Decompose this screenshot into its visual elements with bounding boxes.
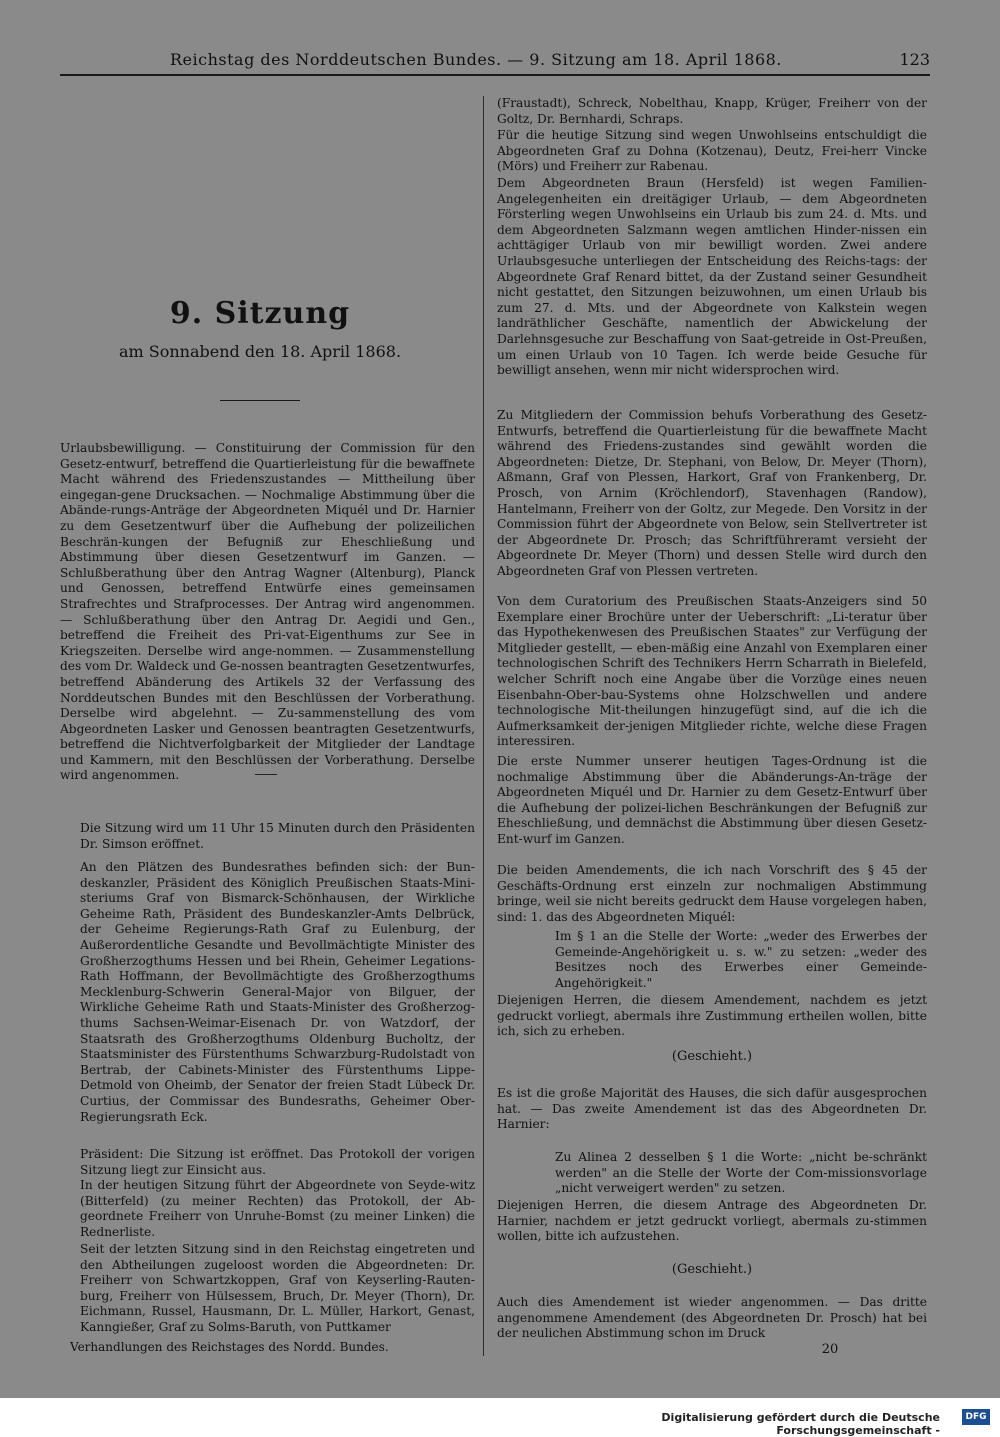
right-paragraph: Für die heutige Sitzung sind wegen Unwohlseins entschuldigt die Abgeordneten Graf zu Dohna (Kotzenau), Deutz, Frei-herr Vincke (Mörs) und Freiherr zur Rabenau. [497,128,927,174]
right-paragraph: (Fraustadt), Schreck, Nobelthau, Knapp, Krüger, Freiherr von der Goltz, Dr. Bernhardi, Schraps. [497,96,927,126]
president-paragraph: Präsident: Die Sitzung ist eröffnet. Das Protokoll der vorigen Sitzung liegt zur Einsicht aus. [80,1147,475,1177]
dfg-logo: DFG [962,1409,990,1425]
header-rule [60,74,930,76]
right-paragraph: Auch dies Amendement ist wieder angenommen. — Das dritte angenommene Amendement (des Abgeordneten Dr. Prosch) hat bei der neulichen Abstimmung schon im Druck [497,1295,927,1341]
opening-paragraph: Die Sitzung wird um 11 Uhr 15 Minuten durch den Präsidenten Dr. Simson eröffnet. [80,821,475,851]
footer-left: Verhandlungen des Reichstages des Nordd. Bundes. [70,1340,389,1354]
right-paragraph: Dem Abgeordneten Braun (Hersfeld) ist wegen Familien-Angelegenheiten ein dreitägiger Urlaub, — dem Abgeordneten Försterling wegen Unwohlseins ein Urlaub bis zum 24. d. Mts. und dem Abgeordneten Salzmann wegen amtlichen Hinder-nissen ein achttägiger Urlaub von mir bewilligt worden. Zwei andere Urlaubsgesuche unterliegen der Entscheidung des Reichs-tags: der Abgeordnete Graf Renard bittet, da der Zustand seiner Gesundheit nicht gestattet, den Sitzungen beizuwohnen, um einen Urlaub bis zum 27. d. Mts. und der Abgeordnete von Kalkstein wegen landräthlicher Geschäfte, namentlich der Abwickelung der Darlehnsgesuche zur Beschaffung von Saat-getreide in Ost-Preußen, um einen Urlaub von 10 Tagen. Ich werde beide Gesuche für bewilligt ansehen, wenn mir nicht widersprochen wird. [497,176,927,378]
right-paragraph: Die erste Nummer unserer heutigen Tages-Ordnung ist die nochmalige Abstimmung über die Abänderungs-An-träge der Abgeordneten Miquél und Dr. Harnier zu dem Gesetz-Entwurf über die Aufhebung der polizei-lichen Beschränkungen der Befugniß zur Eheschließung, und demnächst die Abstimmung über diesen Gesetz-Ent-wurf im Ganzen. [497,754,927,846]
section-divider [255,774,277,775]
right-paragraph: Es ist die große Majorität des Hauses, die sich dafür ausgesprochen hat. — Das zweite Amendement ist das des Abgeordneten Dr. Harnier: [497,1086,927,1132]
column-divider [483,96,484,1356]
right-paragraph: Von dem Curatorium des Preußischen Staats-Anzeigers sind 50 Exemplare einer Brochüre unter der Ueberschrift: „Li-teratur über das Hypothekenwesen des Preußischen Staates" zur Verfügung der Mitglieder gestellt, — eben-mäßig eine Anzahl von Exemplaren einer technologischen Schrift des Technikers Herrn Scharrath in Bielefeld, welcher Schrift noch eine Angabe über die Vorzüge eines neuen Eisenbahn-Ober-bau-Systems ohne Holzschwellen und andere technologische Mit-theilungen hinzugefügt sind, auf die ich die Aufmerksamkeit der-jenigen Mitglieder richte, welche diese Fragen interessiren. [497,594,927,749]
title-rule [220,400,300,401]
attendance-paragraph: An den Plätzen des Bundesrathes befinden sich: der Bun-deskanzler, Präsident des Königlich Preußischen Staats-Mini-steriums Graf von Bismarck-Schönhausen, der Wirkliche Geheime Rath, Präsident des Bundeskanzler-Amts Delbrück, der Geheime Regierungs-Rath Graf zu Eulenburg, der Außerordentliche Gesandte und Bevollmächtigte Minister des Großherzogthums Hessen und bei Rhein, Geheimer Legations-Rath Hoffmann, der Bevollmächtigte des Großherzogthums Mecklenburg-Schwerin General-Major von Bilguer, der Wirkliche Geheime Rath und Staats-Minister des Großherzog-thums Sachsen-Weimar-Eisenach Dr. von Watzdorf, der Staatsrath des Großherzogthums Oldenburg Bucholtz, der Staatsminister des Fürstenthums Schwarzburg-Rudolstadt von Bertrab, der Cabinets-Minister des Fürstenthums Lippe-Detmold von Oheimb, der Senator der freien Stadt Lübeck Dr. Curtius, der Commissar des Bundesraths, Geheimer Ober-Regierungsrath Eck. [80,860,475,1124]
session-date: am Sonnabend den 18. April 1868. [118,342,402,361]
right-paragraph: Die beiden Amendements, die ich nach Vorschrift des § 45 der Geschäfts-Ordnung erst einzeln zur nochmaligen Abstimmung bringe, weil sie nicht bereits gedruckt dem Hause vorgelegen haben, sind: 1. das des Abgeordneten Miquél: [497,863,927,924]
minutes-paragraph: In der heutigen Sitzung führt der Abgeordnete von Seyde-witz (Bitterfeld) (zu meiner Rechten) das Protokoll, der Ab-geordnete Freiherr von Unruhe-Bomst (zu meiner Linken) die Rednerliste. [80,1178,475,1239]
agenda-summary: Urlaubsbewilligung. — Constituirung der Commission für den Gesetz-entwurf, betreffend die Quartierleistung für die bewaffnete Macht während des Friedenszustandes — Mittheilung über eingegan-gene Drucksachen. — Nochmalige Abstimmung über die Abände-rungs-Anträge der Abgeordneten Miquél und Dr. Harnier zu dem Gesetzentwurf über die Aufhebung der polizeilichen Beschrän-kungen der Befugniß zur Eheschließung und Abstimmung über diesen Gesetzentwurf im Ganzen. — Schlußberathung über den Antrag Wagner (Altenburg), Planck und Genossen, betreffend Entwürfe eines gemeinsamen Strafrechtes und Strafprocesses. Der Antrag wird angenommen. — Schlußberathung über den Antrag Dr. Aegidi und Gen., betreffend die Freiheit des Pri-vat-Eigenthums zur See in Kriegszeiten. Derselbe wird ange-nommen. — Zusammenstellung des vom Dr. Waldeck und Ge-nossen beantragten Gesetzentwurfes, betreffend Abänderung des Artikels 32 der Verfassung des Norddeutschen Bundes mit den Beschlüssen der Vorberathung. Derselbe wird abgelehnt. — Zu-sammenstellung des vom Abgeordneten Lasker und Genossen beantragten Gesetzentwurfs, betreffend die Nichtverfolgbarkeit der Mitglieder der Landtage und Kammern, mit den Beschlüssen der Vorberathung. Derselbe wird angenommen. [60,441,476,783]
new-members-paragraph: Seit der letzten Sitzung sind in den Reichstag eingetreten und den Abtheilungen zugeloost worden die Abgeordneten: Dr. Freiherr von Schwartzkoppen, Graf von Keyserling-Rauten-burg, Freiherr von Hülsessem, Bruch, Dr. Meyer (Thorn), Dr. Eichmann, Russel, Hausmann, Dr. L. Müller, Harkort, Genast, Kanngießer, Graf zu Solms-Baruth, von Puttkamer [80,1242,475,1334]
stage-direction: (Geschieht.) [671,1262,753,1277]
digitization-note: Digitalisierung gefördert durch die Deutsche Forschungsgemeinschaft - [661,1411,940,1437]
stage-direction: (Geschieht.) [671,1049,753,1064]
page-number: 123 [899,50,930,69]
session-title: 9. Sitzung [169,296,351,331]
right-paragraph: Diejenigen Herren, die diesem Antrage des Abgeordneten Dr. Harnier, nachdem er jetzt gedruckt vorliegt, abermals zu-stimmen wollen, bitte ich aufzustehen. [497,1198,927,1244]
right-paragraph: Zu Mitgliedern der Commission behufs Vorberathung des Gesetz-Entwurfs, betreffend die Quartierleistung für die bewaffnete Macht während des Friedens-zustandes sind gewählt worden die Abgeordneten: Dietze, Dr. Stephani, von Below, Dr. Meyer (Thorn), Aßmann, Graf von Plessen, Harkort, Graf von Frankenberg, Dr. Prosch, von Arnim (Kröchlendorf), Stavenhagen (Randow), Hantelmann, Freiherr von der Goltz, zur Megede. Den Vorsitz in der Commission führt der Abgeordnete von Below, sein Stellvertreter ist der Abgeordnete Dr. Prosch; das Schriftführeramt versieht der Abgeordnete Dr. Meyer (Thorn) und dessen Stelle wird durch den Abgeordneten Graf von Plessen vertreten. [497,408,927,578]
sheet-signature: 20 [821,1342,839,1357]
amendment-quote: Im § 1 an die Stelle der Worte: „weder des Erwerbes der Gemeinde-Angehörigkeit u. s. w." zu setzen: „weder des Besitzes noch des Erwerbes einer Gemeinde-Angehörigkeit." [555,929,927,990]
right-paragraph: Diejenigen Herren, die diesem Amendement, nachdem es jetzt gedruckt vorliegt, abermals ihre Zustimmung ertheilen wollen, bitte ich, sich zu erheben. [497,993,927,1039]
running-header: Reichstag des Norddeutschen Bundes. — 9. Sitzung am 18. April 1868. [170,50,782,69]
amendment-quote: Zu Alinea 2 desselben § 1 die Worte: „nicht be-schränkt werden" an die Stelle der Worte der Com-missionsvorlage „nicht verweigert werden" zu setzen. [555,1150,927,1196]
